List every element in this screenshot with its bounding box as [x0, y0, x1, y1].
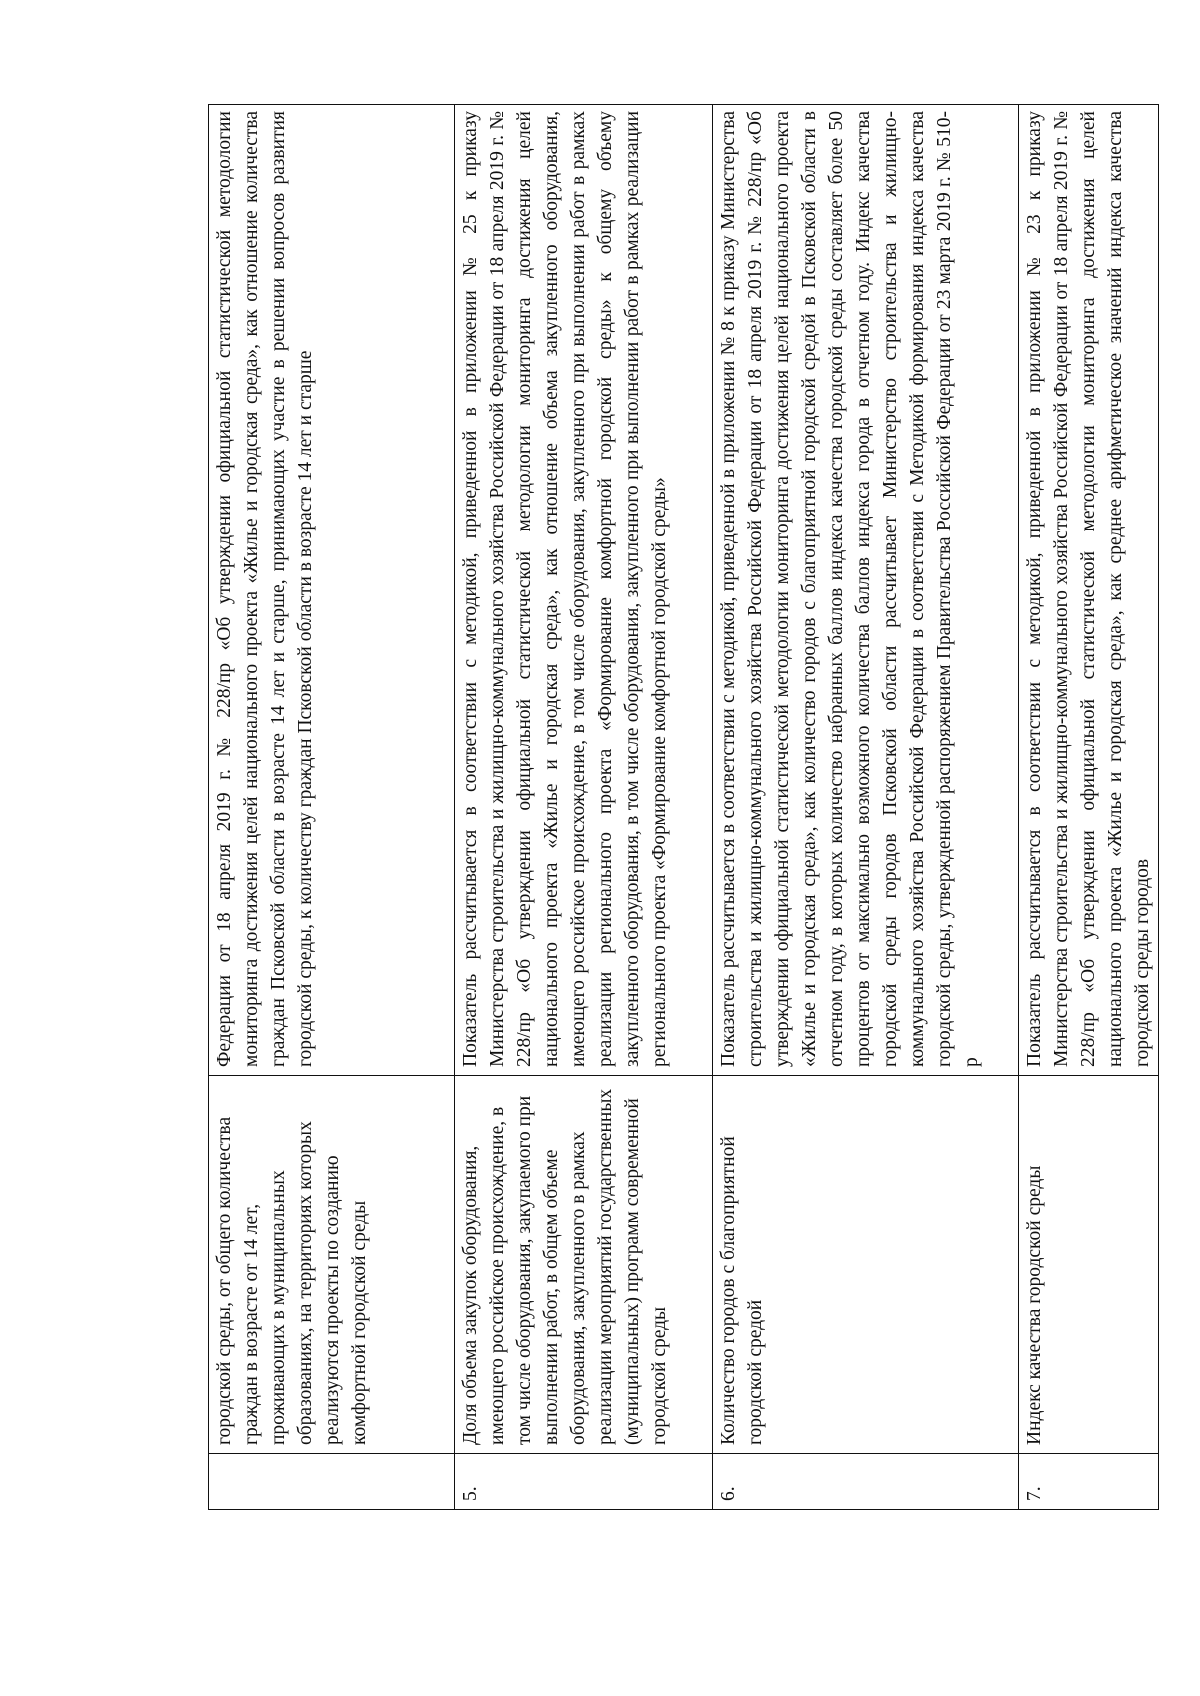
indicator-name: городской среды, от общего количества граждан в возрасте от 14 лет, проживающих в муниципальных образованиях, на территориях которых реализуются проекты по созданию комфортной городской среды [209, 1076, 455, 1454]
row-number: 7. [1019, 1454, 1159, 1510]
row-number [209, 1454, 455, 1510]
indicators-table [208, 104, 1159, 1510]
indicator-description: Показатель рассчитывается в соответствии с методикой, приведенной в приложении № 8 к приказу Министерства строительства и жилищно-коммунального хозяйства Российской Федерации от 18 апреля 2019 г. № 228/пр «Об утверждении официальной статистической методологии мониторинга достижения целей национального проекта «Жилье и городская среда», как количество городов с благоприятной городской средой в Псковской области в отчетном году, в которых количество набранных баллов индекса качества городской среды составляет более 50 процентов от максимально возможного количества баллов индекса города в отчетном году. Индекс качества городской среды городов Псковской области рассчитывает Министерство строительства и жилищно-коммунального хозяйства Российской Федерации в соответствии с Методикой формирования индекса качества городской среды, утвержденной распоряжением Правительства Российской Федерации от 23 марта 2019 г. № 510-р [713, 105, 1019, 1076]
table-row [209, 105, 455, 1510]
row-number: 6. [713, 1454, 1019, 1510]
indicator-name: Доля объема закупок оборудования, имеющего российское происхождение, в том числе оборудования, закупаемого при выполнении работ, в общем объеме оборудования, закупленного в рамках реализации мероприятий государственных (муниципальных) программ современной городской среды [455, 1076, 713, 1454]
row-number: 5. [455, 1454, 713, 1510]
indicator-name: Индекс качества городской среды [1019, 1076, 1159, 1454]
table-row [1019, 105, 1159, 1510]
indicator-description: Показатель рассчитывается в соответствии с методикой, приведенной в приложении № 23 к приказу Министерства строительства и жилищно-коммунального хозяйства Российской Федерации от 18 апреля 2019 г. № 228/пр «Об утверждении официальной статистической методологии мониторинга достижения целей национального проекта «Жилье и городская среда», как среднее арифметическое значений индекса качества городской среды городов [1019, 105, 1159, 1076]
table-row [713, 105, 1019, 1510]
indicator-description: Показатель рассчитывается в соответствии с методикой, приведенной в приложении № 25 к приказу Министерства строительства и жилищно-коммунального хозяйства Российской Федерации от 18 апреля 2019 г. № 228/пр «Об утверждении официальной статистической методологии мониторинга достижения целей национального проекта «Жилье и городская среда», как отношение объема закупленного оборудования, имеющего российское происхождение, в том числе оборудования, закупленного при выполнении работ в рамках реализации регионального проекта «Формирование комфортной городской среды» к общему объему закупленного оборудования, в том числе оборудования, закупленного при выполнении работ в рамках реализации регионального проекта «Формирование комфортной городской среды» [455, 105, 713, 1076]
indicator-name: Количество городов с благоприятной городской средой [713, 1076, 1019, 1454]
indicator-description: Федерации от 18 апреля 2019 г. № 228/пр «Об утверждении официальной статистической методологии мониторинга достижения целей национального проекта «Жилье и городская среда», как отношение количества граждан Псковской области в возрасте 14 лет и старше, принимающих участие в решении вопросов развития городской среды, к количеству граждан Псковской области в возрасте 14 лет и старше [209, 105, 455, 1076]
table-row [455, 105, 713, 1510]
